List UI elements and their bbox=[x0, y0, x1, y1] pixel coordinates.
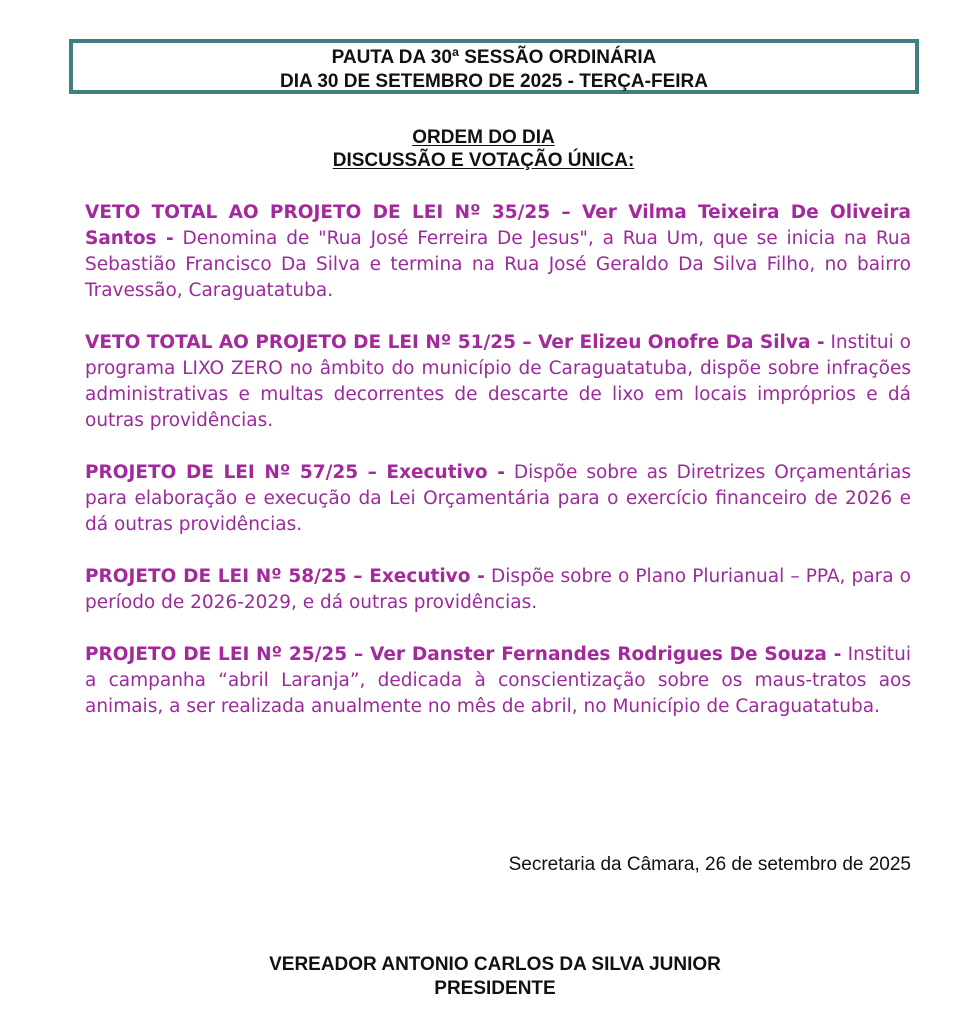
signer-name: VEREADOR ANTONIO CARLOS DA SILVA JUNIOR bbox=[269, 954, 721, 975]
place-date-line: Secretaria da Câmara, 26 de setembro de 2025 bbox=[508, 854, 911, 875]
agenda-item-title: PROJETO DE LEI Nº 57/25 – Executivo - bbox=[85, 462, 505, 483]
agenda-item-title: VETO TOTAL AO PROJETO DE LEI Nº 51/25 – Ver Elizeu Onofre Da Silva - bbox=[85, 332, 825, 353]
agenda-item-description: Institui a campanha “abril Laranja”, dedicada à conscientização sobre os maus-tratos aos animais, a ser realizada anualmente no mês de abril, no Município de Caraguatatuba. bbox=[85, 644, 911, 717]
agenda-item bbox=[85, 642, 911, 720]
signer-block bbox=[0, 953, 967, 1001]
order-of-day-heading bbox=[0, 126, 967, 172]
agenda-item-title: VETO TOTAL AO PROJETO DE LEI Nº 35/25 – Ver Vilma Teixeira De Oliveira Santos - bbox=[85, 202, 911, 249]
session-date: DIA 30 DE SETEMBRO DE 2025 - TERÇA-FEIRA bbox=[280, 71, 708, 92]
agenda-item-description: Dispõe sobre o Plano Plurianual – PPA, para o período de 2026-2029, e dá outras providências. bbox=[85, 566, 911, 613]
agenda-item-title: PROJETO DE LEI Nº 25/25 – Ver Danster Fernandes Rodrigues De Souza - bbox=[85, 644, 842, 665]
session-header-box bbox=[69, 39, 919, 94]
order-title: ORDEM DO DIA bbox=[412, 127, 555, 148]
session-title: PAUTA DA 30ª SESSÃO ORDINÁRIA bbox=[331, 47, 657, 68]
agenda-item-description: Denomina de "Rua José Ferreira De Jesus", a Rua Um, que se inicia na Rua Sebastião Francisco Da Silva e termina na Rua José Geraldo Da Silva Filho, no bairro Travessão, Caraguatatuba. bbox=[85, 228, 911, 301]
agenda-item bbox=[85, 330, 911, 434]
agenda-items bbox=[85, 200, 911, 746]
agenda-item bbox=[85, 564, 911, 616]
agenda-item-title: PROJETO DE LEI Nº 58/25 – Executivo - bbox=[85, 566, 485, 587]
agenda-item-description: Institui o programa LIXO ZERO no âmbito do município de Caraguatatuba, dispõe sobre infrações administrativas e multas decorrentes de descarte de lixo em locais impróprios e dá outras providências. bbox=[85, 332, 911, 431]
agenda-item bbox=[85, 200, 911, 304]
agenda-item bbox=[85, 460, 911, 538]
signer-role: PRESIDENTE bbox=[434, 978, 556, 999]
order-subtitle: DISCUSSÃO E VOTAÇÃO ÚNICA: bbox=[332, 150, 635, 171]
agenda-item-description: Dispõe sobre as Diretrizes Orçamentárias para elaboração e execução da Lei Orçamentária para o exercício financeiro de 2026 e dá outras providências. bbox=[85, 462, 911, 535]
